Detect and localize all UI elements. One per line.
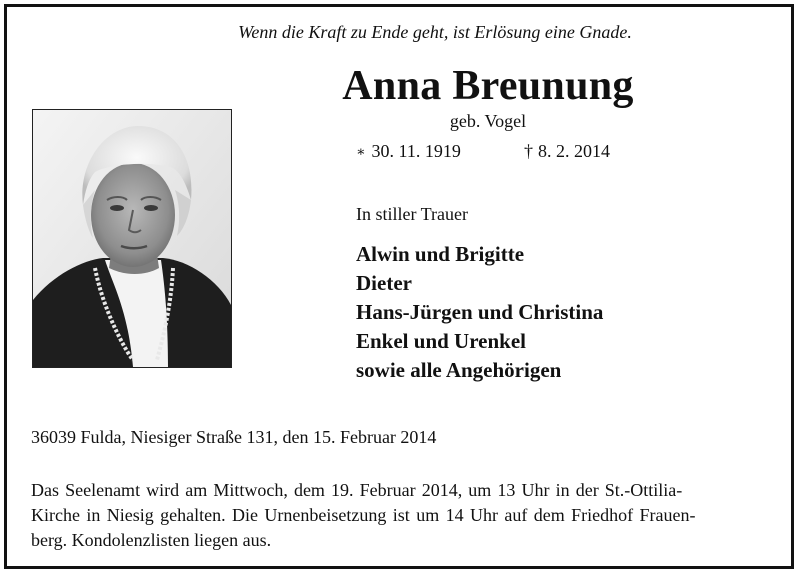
mourner-line: Enkel und Urenkel (356, 329, 526, 353)
portrait-image (33, 110, 231, 367)
birth-name: geb. Vogel (449, 111, 527, 131)
birth-star-icon: ∗ (356, 145, 366, 160)
portrait-photo (32, 109, 232, 368)
notice-line: berg. Kondolenzlisten liegen aus. (31, 530, 272, 550)
mourner-line: Dieter (356, 271, 412, 295)
death-date: 8. 2. 2014 (538, 141, 610, 161)
mourning-intro: In stiller Trauer (356, 204, 468, 224)
death-cross-icon: † (524, 141, 533, 161)
motto: Wenn die Kraft zu Ende geht, ist Erlösung eine Gnade. (238, 22, 632, 42)
notice-line: Kirche in Niesig gehalten. Die Urnenbeisetzung ist um 14 Uhr auf dem Friedhof Frauen- (31, 505, 696, 525)
location-date-line: 36039 Fulda, Niesiger Straße 131, den 15. Februar 2014 (31, 427, 437, 447)
birth-date: 30. 11. 1919 (371, 141, 461, 161)
mourner-line: Hans-Jürgen und Christina (356, 300, 604, 324)
mourner-line: sowie alle Angehörigen (356, 358, 562, 382)
deceased-name: Anna Breunung (342, 63, 634, 109)
funeral-notice (31, 478, 773, 553)
notice-line: Das Seelenamt wird am Mittwoch, dem 19. Februar 2014, um 13 Uhr in der St.-Ottilia- (31, 480, 683, 500)
mourners-list (356, 240, 603, 385)
death-date-group (524, 141, 610, 162)
birth-date-group (356, 141, 461, 162)
mourner-line: Alwin und Brigitte (356, 242, 525, 266)
